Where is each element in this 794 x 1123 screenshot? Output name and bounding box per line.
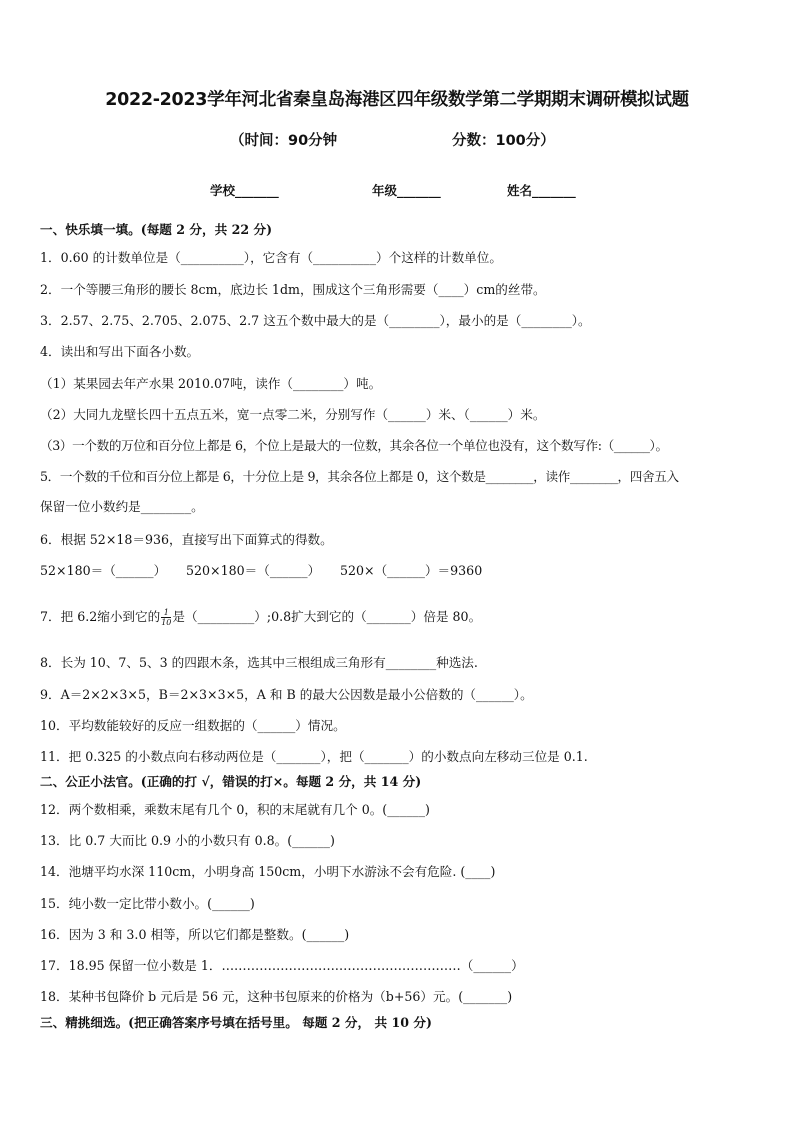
- question-14: 14．池塘平均水深 110cm，小明身高 150cm，小明下水游泳不会有危险. (____): [40, 864, 496, 879]
- question-18: 18．某种书包降价 b 元后是 56 元，这种书包原来的价格为（b+56）元。(_______): [40, 989, 513, 1004]
- question-7-prefix: 7．把 6.2缩小到它的: [40, 609, 161, 624]
- name-field: 姓名_______: [507, 183, 576, 198]
- question-4: 4．读出和写出下面各小数。: [40, 344, 200, 359]
- question-4-2: （2）大同九龙壁长四十五点五米，宽一点零二米，分别写作（______）米、（______）米。: [40, 407, 546, 422]
- school-field: 学校_______: [210, 183, 279, 198]
- question-3: 3．2.57、2.75、2.705、2.075、2.7 这五个数中最大的是（________），最小的是（________）。: [40, 313, 591, 328]
- grade-field: 年级_______: [372, 183, 441, 198]
- question-2: 2．一个等腰三角形的腰长 8cm，底边长 1dm，围成这个三角形需要（____）cm的丝带。: [40, 282, 546, 297]
- question-8: 8．长为 10、7、5、3 的四跟木条，选其中三根组成三角形有________种选法.: [40, 655, 478, 670]
- question-4-1: （1）某果园去年产水果 2010.07吨，读作（________）吨。: [40, 376, 382, 391]
- question-17: 17．18.95 保留一位小数是 1．…………………………………………………（______）: [40, 958, 524, 973]
- exam-score: 分数：100分）: [452, 133, 555, 149]
- section-1-heading: 一、快乐填一填。(每题 2 分，共 22 分): [40, 222, 273, 237]
- question-12: 12．两个数相乘，乘数末尾有几个 0，积的末尾就有几个 0。(______): [40, 802, 430, 817]
- question-15: 15．纯小数一定比带小数小。(______): [40, 896, 255, 911]
- fraction-one-tenth: [161, 608, 171, 627]
- question-6-a: 52×180＝（______）: [40, 563, 167, 578]
- exam-time: （时间：90分钟: [230, 133, 338, 149]
- question-11: 11．把 0.325 的小数点向右移动两位是（_______），把（_______）的小数点向左移动三位是 0.1.: [40, 749, 588, 764]
- question-7-suffix: 是（_________）;0.8扩大到它的（_______）倍是 80。: [172, 609, 482, 624]
- section-3-heading: 三、精挑细选。(把正确答案序号填在括号里。 每题 2 分， 共 10 分): [40, 1015, 432, 1030]
- question-4-3: （3）一个数的万位和百分位上都是 6，个位上是最大的一位数，其余各位一个单位也没有，这个数写作:（______）。: [40, 438, 668, 453]
- question-5-line-1: 5．一个数的千位和百分位上都是 6，十分位上是 9，其余各位上都是 0，这个数是________，读作________，四舍五入: [40, 469, 679, 484]
- fraction-denominator: 10: [161, 618, 172, 627]
- question-13: 13．比 0.7 大而比 0.9 小的小数只有 0.8。(______): [40, 833, 335, 848]
- question-6-c: 520×（______）＝9360: [340, 563, 483, 578]
- question-16: 16．因为 3 和 3.0 相等，所以它们都是整数。(______): [40, 927, 350, 942]
- question-7: [40, 608, 481, 627]
- exam-title: 2022-2023学年河北省秦皇岛海港区四年级数学第二学期期末调研模拟试题: [105, 90, 689, 110]
- question-9: 9．A＝2×2×3×5，B＝2×3×3×5，A 和 B 的最大公因数是最小公倍数的（______）。: [40, 687, 533, 702]
- fraction-numerator: 1: [161, 608, 171, 618]
- question-6: 6．根据 52×18＝936，直接写出下面算式的得数。: [40, 532, 333, 547]
- question-5-line-2: 保留一位小数约是________。: [40, 499, 204, 514]
- question-10: 10．平均数能较好的反应一组数据的（______）情况。: [40, 718, 346, 733]
- question-1: 1．0.60 的计数单位是（__________），它含有（__________）个这样的计数单位。: [40, 250, 502, 265]
- section-2-heading: 二、公正小法官。(正确的打 √，错误的打×。每题 2 分，共 14 分): [40, 774, 422, 789]
- question-6-b: 520×180＝（______）: [186, 563, 321, 578]
